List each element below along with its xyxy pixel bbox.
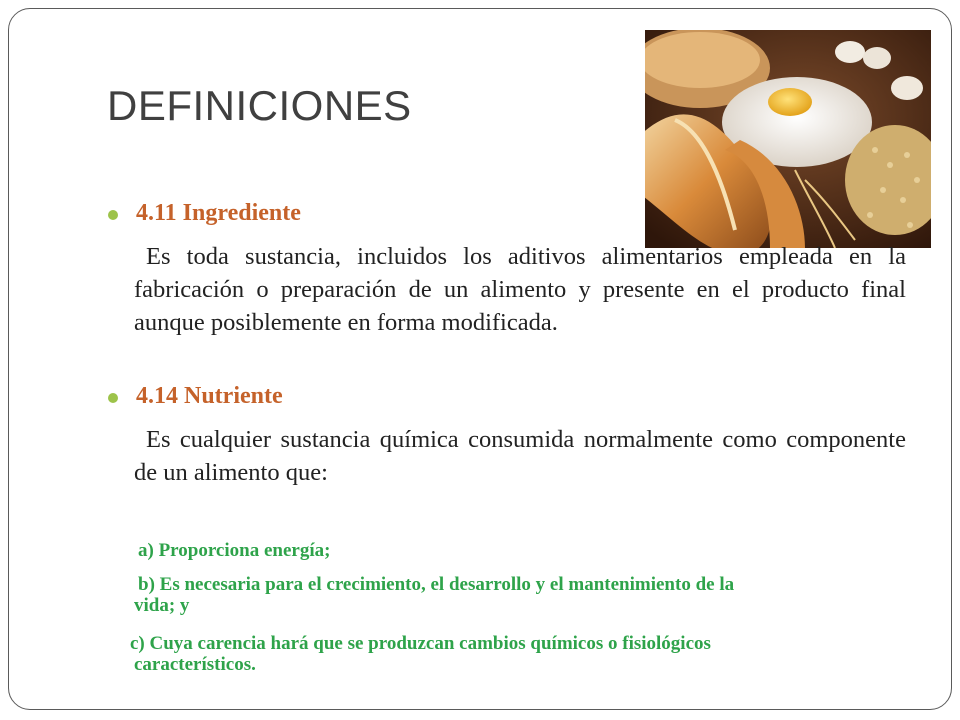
bullet-icon bbox=[108, 210, 118, 220]
list-item-a: a) Proporciona energía; bbox=[138, 540, 331, 561]
bread-flour-photo bbox=[645, 30, 931, 248]
definition-text-nutriente: Es cualquier sustancia química consumida normalmente como componente de un alimento que: bbox=[134, 426, 906, 486]
list-item-c: c) Cuya carencia hará que se produzcan cambios químicos o fisiológicos característicos. bbox=[130, 633, 711, 675]
bullet-icon bbox=[108, 393, 118, 403]
definition-heading-nutriente: 4.14 Nutriente bbox=[136, 383, 283, 409]
definition-text-ingrediente: Es toda sustancia, incluidos los aditivos alimentarios empleada en la fabricación o preparación de un alimento y presente en el producto final aunque posiblemente en forma modificada. bbox=[134, 243, 906, 336]
slide-title: DEFINICIONES bbox=[107, 82, 412, 129]
definition-heading-ingrediente: 4.11 Ingrediente bbox=[136, 200, 301, 226]
list-item-b: b) Es necesaria para el crecimiento, el desarrollo y el mantenimiento de la vida; y bbox=[134, 574, 735, 616]
